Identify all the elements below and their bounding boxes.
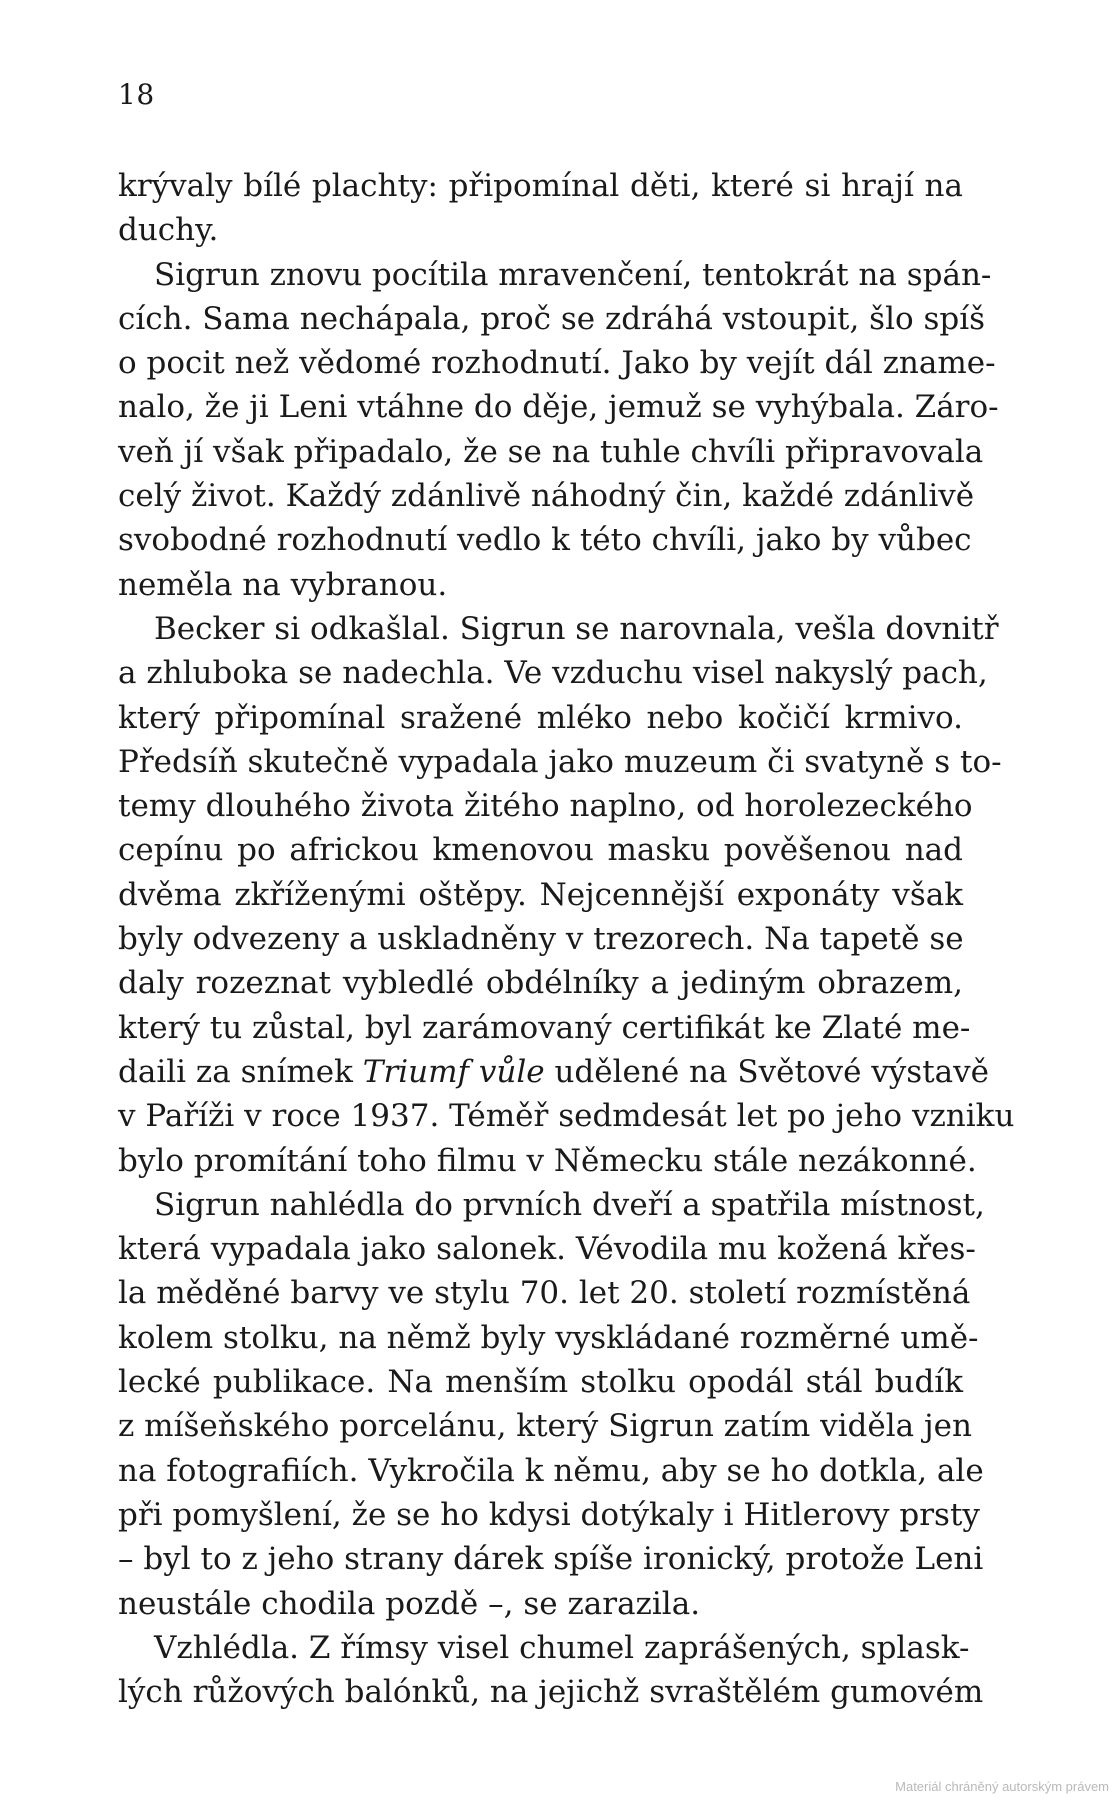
text-line: o pocit než vědomé rozhodnutí. Jako by vejít dál zname- xyxy=(118,345,996,382)
text-line xyxy=(118,1050,990,1094)
text-line: duchy. xyxy=(118,212,219,249)
text-line: která vypadala jako salonek. Vévodila mu kožená křes- xyxy=(118,1231,976,1268)
text-line: Vzhlédla. Z římsy visel chumel zaprášených, splask- xyxy=(154,1629,970,1666)
text-line: krývaly bílé plachty: připomínal děti, které si hrají na xyxy=(118,168,963,204)
text-line: v Paříži v roce 1937. Téměř sedmdesát let po jeho vzniku xyxy=(118,1098,1015,1135)
film-title: Triumf vůle xyxy=(362,1053,545,1090)
text-line: daly rozeznat vybledlé obdélníky a jediným obrazem, xyxy=(118,965,963,1002)
page-number: 18 xyxy=(118,78,155,111)
text-line: neustále chodila pozdě –, se zarazila. xyxy=(118,1585,701,1622)
text-line: Předsíň skutečně vypadala jako muzeum či svatyně s to- xyxy=(118,743,1002,780)
text-line: kolem stolku, na němž byly vyskládané rozměrné umě- xyxy=(118,1319,979,1356)
text-segment: daili za snímek xyxy=(118,1053,363,1090)
text-line: nalo, že ji Leni vtáhne do děje, jemuž se vyhýbala. Záro- xyxy=(118,389,999,426)
text-line: lých růžových balónků, na jejichž svraštělém gumovém xyxy=(118,1674,984,1711)
text-line: který připomínal sražené mléko nebo kočičí krmivo. xyxy=(118,699,963,736)
text-line: – byl to z jeho strany dárek spíše ironický, protože Leni xyxy=(118,1541,984,1578)
text-line: cích. Sama nechápala, proč se zdráhá vstoupit, šlo spíš xyxy=(118,300,986,337)
text-line: Becker si odkašlal. Sigrun se narovnala, vešla dovnitř xyxy=(154,610,999,647)
text-line: dvěma zkříženými oštěpy. Nejcennější exponáty však xyxy=(118,876,963,913)
text-line: byly odvezeny a uskladněny v trezorech. Na tapetě se xyxy=(118,921,964,958)
text-line: na fotografiích. Vykročila k němu, aby se ho dotkla, ale xyxy=(118,1452,984,1489)
text-line: při pomyšlení, že se ho kdysi dotýkaly i Hitlerovy prsty xyxy=(118,1496,980,1533)
text-line: a zhluboka se nadechla. Ve vzduchu visel nakyslý pach, xyxy=(118,655,988,692)
text-line: lecké publikace. Na menším stolku opodál stál budík xyxy=(118,1364,963,1401)
text-line: Sigrun nahlédla do prvních dveří a spatřila místnost, xyxy=(154,1186,985,1223)
text-line: cepínu po africkou kmenovou masku pověšenou nad xyxy=(118,832,963,869)
text-line: svobodné rozhodnutí vedlo k této chvíli, jako by vůbec xyxy=(118,522,972,559)
text-line: neměla na vybranou. xyxy=(118,566,448,603)
text-line: temy dlouhého života žitého naplno, od horolezeckého xyxy=(118,788,973,825)
text-line: z míšeňského porcelánu, který Sigrun zatím viděla jen xyxy=(118,1408,972,1445)
text-line: Sigrun znovu pocítila mravenčení, tentokrát na spán- xyxy=(154,256,992,293)
text-line: bylo promítání toho filmu v Německu stále nezákonné. xyxy=(118,1142,977,1179)
text-line: veň jí však připadalo, že se na tuhle chvíli připravovala xyxy=(118,433,984,470)
copyright-watermark: Materiál chráněný autorským právem xyxy=(895,1779,1109,1794)
text-line: la měděné barvy ve stylu 70. let 20. století rozmístěná xyxy=(118,1275,971,1312)
text-segment: udělené na Světové výstavě xyxy=(544,1053,990,1090)
body-text xyxy=(118,164,1015,1714)
text-line: celý život. Každý zdánlivě náhodný čin, každé zdánlivě xyxy=(118,478,975,515)
text-line: který tu zůstal, byl zarámovaný certifikát ke Zlaté me- xyxy=(118,1009,971,1046)
